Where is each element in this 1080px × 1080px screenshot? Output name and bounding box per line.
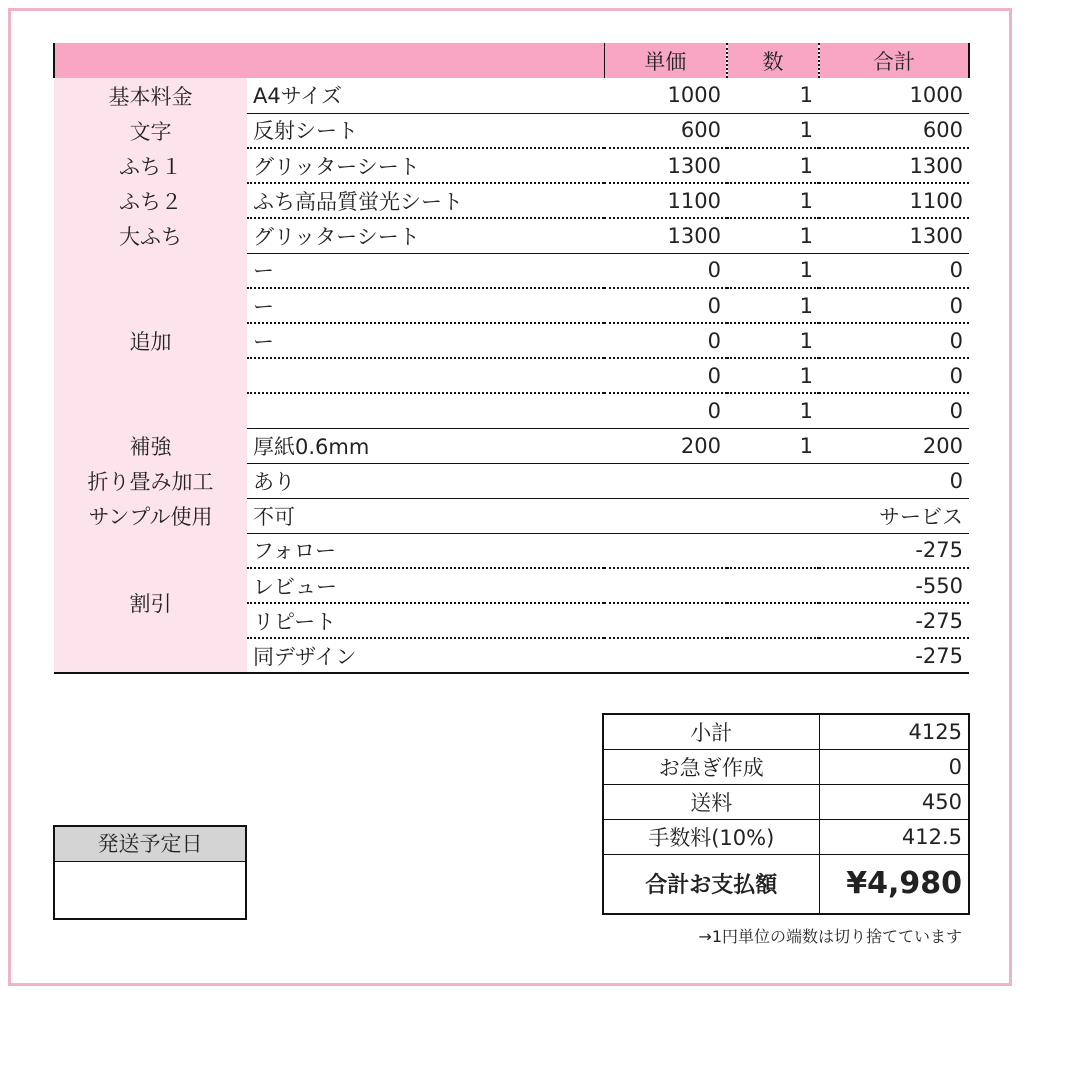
- summary-row: [603, 714, 969, 749]
- ship-date-value: [55, 862, 245, 918]
- row-qty: 1: [727, 323, 819, 358]
- row-label-ofuchi: 大ふち: [54, 218, 247, 253]
- row-item: A4サイズ: [247, 78, 604, 113]
- row-price: [604, 463, 727, 498]
- header-item-cell: [247, 43, 604, 78]
- row-total: 0: [819, 288, 969, 323]
- table-row: [54, 533, 969, 568]
- row-label-waribiki: 割引: [54, 533, 247, 673]
- row-item: グリッターシート: [247, 218, 604, 253]
- row-label-base: 基本料金: [54, 78, 247, 113]
- header-qty: 数: [727, 43, 819, 78]
- row-item: フォロー: [247, 533, 604, 568]
- table-row: [54, 148, 969, 183]
- table-row: [54, 113, 969, 148]
- shipping-value: 450: [819, 784, 969, 819]
- row-label-oritatami: 折り畳み加工: [54, 463, 247, 498]
- table-row: [54, 78, 969, 113]
- rounding-note: →1円単位の端数は切り捨てています: [698, 927, 962, 946]
- row-qty: [727, 533, 819, 568]
- table-row: [54, 253, 969, 288]
- row-item: 厚紙0.6mm: [247, 428, 604, 463]
- ship-date-box: [53, 825, 247, 920]
- summary-row: [603, 819, 969, 854]
- row-price: 1100: [604, 183, 727, 218]
- row-total: 0: [819, 463, 969, 498]
- row-price: [604, 603, 727, 638]
- row-item: ー: [247, 253, 604, 288]
- row-label-moji: 文字: [54, 113, 247, 148]
- row-price: 0: [604, 288, 727, 323]
- row-item: ー: [247, 288, 604, 323]
- row-label-hokyo: 補強: [54, 428, 247, 463]
- row-total: 600: [819, 113, 969, 148]
- row-price: 0: [604, 253, 727, 288]
- row-item: グリッターシート: [247, 148, 604, 183]
- row-qty: [727, 568, 819, 603]
- subtotal-value: 4125: [819, 714, 969, 749]
- header-label-cell: [54, 43, 247, 78]
- header-price: 単価: [604, 43, 727, 78]
- row-price: [604, 638, 727, 673]
- grand-total-label: 合計お支払額: [603, 854, 819, 914]
- row-qty: 1: [727, 358, 819, 393]
- row-item: ふち高品質蛍光シート: [247, 183, 604, 218]
- row-item: [247, 358, 604, 393]
- rush-value: 0: [819, 749, 969, 784]
- row-qty: 1: [727, 78, 819, 113]
- row-qty: 1: [727, 253, 819, 288]
- table-row: [54, 463, 969, 498]
- row-total: 0: [819, 253, 969, 288]
- row-qty: 1: [727, 288, 819, 323]
- row-qty: 1: [727, 393, 819, 428]
- row-qty: 1: [727, 113, 819, 148]
- row-price: [604, 498, 727, 533]
- row-item: [247, 393, 604, 428]
- row-total: -550: [819, 568, 969, 603]
- row-price: [604, 568, 727, 603]
- rush-label: お急ぎ作成: [603, 749, 819, 784]
- row-total: -275: [819, 533, 969, 568]
- row-total: サービス: [819, 498, 969, 533]
- row-price: 0: [604, 358, 727, 393]
- summary-row: [603, 749, 969, 784]
- row-qty: 1: [727, 218, 819, 253]
- table-row: [54, 218, 969, 253]
- row-price: 0: [604, 393, 727, 428]
- summary-table: [602, 713, 970, 915]
- row-item: 反射シート: [247, 113, 604, 148]
- row-price: 600: [604, 113, 727, 148]
- row-qty: [727, 463, 819, 498]
- row-price: [604, 533, 727, 568]
- row-qty: 1: [727, 183, 819, 218]
- row-total: -275: [819, 638, 969, 673]
- price-table: [53, 43, 970, 674]
- row-item: レビュー: [247, 568, 604, 603]
- table-row: [54, 498, 969, 533]
- fee-value: 412.5: [819, 819, 969, 854]
- row-item: リピート: [247, 603, 604, 638]
- row-item: 不可: [247, 498, 604, 533]
- row-total: -275: [819, 603, 969, 638]
- table-row: [54, 183, 969, 218]
- fee-label: 手数料(10%): [603, 819, 819, 854]
- table-header-row: [54, 43, 969, 78]
- row-total: 0: [819, 358, 969, 393]
- table-row: [54, 428, 969, 463]
- row-qty: [727, 638, 819, 673]
- row-label-sample: サンプル使用: [54, 498, 247, 533]
- row-item: 同デザイン: [247, 638, 604, 673]
- row-qty: [727, 603, 819, 638]
- row-label-fuchi2: ふち２: [54, 183, 247, 218]
- row-label-fuchi1: ふち１: [54, 148, 247, 183]
- row-price: 1300: [604, 218, 727, 253]
- row-total: 1000: [819, 78, 969, 113]
- row-price: 1300: [604, 148, 727, 183]
- row-total: 1300: [819, 218, 969, 253]
- grand-total-value: ¥4,980: [819, 854, 969, 914]
- summary-row: [603, 784, 969, 819]
- header-total: 合計: [819, 43, 969, 78]
- row-qty: 1: [727, 428, 819, 463]
- row-total: 0: [819, 393, 969, 428]
- shipping-label: 送料: [603, 784, 819, 819]
- row-total: 1300: [819, 148, 969, 183]
- ship-date-label: 発送予定日: [55, 827, 245, 862]
- row-qty: [727, 498, 819, 533]
- row-qty: 1: [727, 148, 819, 183]
- row-total: 200: [819, 428, 969, 463]
- row-price: 1000: [604, 78, 727, 113]
- row-price: 0: [604, 323, 727, 358]
- row-item: あり: [247, 463, 604, 498]
- row-item: ー: [247, 323, 604, 358]
- row-total: 1100: [819, 183, 969, 218]
- row-price: 200: [604, 428, 727, 463]
- row-label-tsuika: 追加: [54, 253, 247, 428]
- grand-total-row: [603, 854, 969, 914]
- row-total: 0: [819, 323, 969, 358]
- subtotal-label: 小計: [603, 714, 819, 749]
